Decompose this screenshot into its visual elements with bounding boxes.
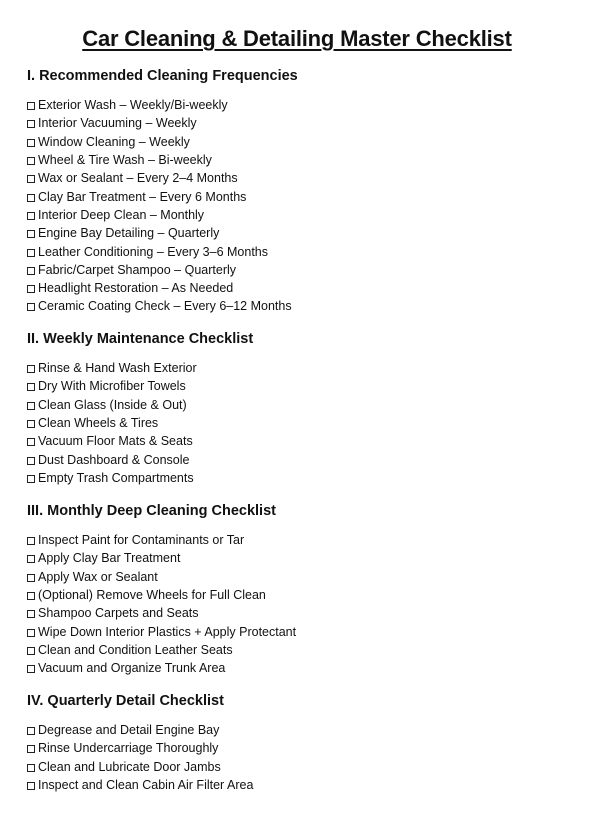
checklist-item-label: Leather Conditioning – Every 3–6 Months <box>38 244 269 259</box>
checklist-item-label: Exterior Wash – Weekly/Bi-weekly <box>38 98 228 113</box>
checklist-item-label: Empty Trash Compartments <box>38 470 194 485</box>
checkbox-icon <box>27 212 35 220</box>
checklist-item-label: Dry With Microfiber Towels <box>38 379 186 394</box>
checkbox-icon <box>27 230 35 238</box>
checklist-item <box>27 758 567 776</box>
checklist-item-label: Clean Glass (Inside & Out) <box>38 397 187 412</box>
checklist-item-label: Dust Dashboard & Console <box>38 452 190 467</box>
checkbox-icon <box>27 175 35 183</box>
checklist-item <box>27 604 567 622</box>
section-monthly-deep-cleaning <box>27 501 567 677</box>
checkbox-icon <box>27 383 35 391</box>
checkbox-icon <box>27 555 35 563</box>
checklist-item-label: Fabric/Carpet Shampoo – Quarterly <box>38 262 237 277</box>
checklist-item-label: Clay Bar Treatment – Every 6 Months <box>38 189 247 204</box>
checkbox-icon <box>27 475 35 483</box>
section-heading: I. Recommended Cleaning Frequencies <box>27 68 298 84</box>
checklist-item <box>27 151 567 169</box>
checklist-item <box>27 531 567 549</box>
checkbox-icon <box>27 629 35 637</box>
checkbox-icon <box>27 303 35 311</box>
checklist-item <box>27 432 567 450</box>
checklist-item-label: Wax or Sealant – Every 2–4 Months <box>38 171 238 186</box>
checkbox-icon <box>27 365 35 373</box>
checklist-item-label: Vacuum Floor Mats & Seats <box>38 434 193 449</box>
checklist-item-label: Shampoo Carpets and Seats <box>38 606 199 621</box>
checkbox-icon <box>27 249 35 257</box>
checklist-items <box>27 359 567 487</box>
section-heading: III. Monthly Deep Cleaning Checklist <box>27 503 276 519</box>
checklist-item <box>27 279 567 297</box>
checklist-item-label: Vacuum and Organize Trunk Area <box>38 661 226 676</box>
checklist-item-label: Wipe Down Interior Plastics + Apply Protectant <box>38 624 297 639</box>
checkbox-icon <box>27 537 35 545</box>
checklist-item-label: Window Cleaning – Weekly <box>38 134 190 149</box>
checklist-item <box>27 96 567 114</box>
checklist-item <box>27 377 567 395</box>
checklist-item <box>27 721 567 739</box>
checklist-item <box>27 187 567 205</box>
checkbox-icon <box>27 285 35 293</box>
checkbox-icon <box>27 120 35 128</box>
checklist-item <box>27 359 567 377</box>
checklist-item <box>27 641 567 659</box>
checklist-item <box>27 261 567 279</box>
checklist-item <box>27 622 567 640</box>
checklist-item <box>27 396 567 414</box>
checkbox-icon <box>27 592 35 600</box>
checkbox-icon <box>27 727 35 735</box>
checklist-item <box>27 776 567 794</box>
checklist-item-label: Ceramic Coating Check – Every 6–12 Months <box>38 299 292 314</box>
checklist-item-label: Clean and Lubricate Door Jambs <box>38 759 221 774</box>
checklist-items <box>27 531 567 677</box>
checklist-item-label: Clean and Condition Leather Seats <box>38 642 233 657</box>
checkbox-icon <box>27 665 35 673</box>
page-title: Car Cleaning & Detailing Master Checklist <box>82 26 512 51</box>
checklist-item <box>27 659 567 677</box>
checklist-item-label: Rinse & Hand Wash Exterior <box>38 361 197 376</box>
checkbox-icon <box>27 102 35 110</box>
checklist-item-label: Engine Bay Detailing – Quarterly <box>38 226 220 241</box>
checkbox-icon <box>27 782 35 790</box>
section-cleaning-frequencies <box>27 66 567 316</box>
checklist-item-label: Interior Vacuuming – Weekly <box>38 116 197 131</box>
checkbox-icon <box>27 745 35 753</box>
checklist-item <box>27 469 567 487</box>
section-weekly-maintenance <box>27 329 567 487</box>
checklist-items <box>27 96 567 316</box>
checklist-item <box>27 297 567 315</box>
checklist-item-label: Headlight Restoration – As Needed <box>38 281 234 296</box>
checklist-item <box>27 414 567 432</box>
checklist-item <box>27 169 567 187</box>
checkbox-icon <box>27 420 35 428</box>
checklist-item <box>27 114 567 132</box>
checklist-item <box>27 568 567 586</box>
checklist-item-label: Clean Wheels & Tires <box>38 416 159 431</box>
checklist-item <box>27 586 567 604</box>
checklist-item <box>27 739 567 757</box>
checklist-item-label: Inspect Paint for Contaminants or Tar <box>38 533 245 548</box>
checklist-item <box>27 224 567 242</box>
checkbox-icon <box>27 438 35 446</box>
checklist-item-label: Interior Deep Clean – Monthly <box>38 207 205 222</box>
checkbox-icon <box>27 574 35 582</box>
checklist-item-label: Rinse Undercarriage Thoroughly <box>38 741 219 756</box>
checklist-item-label: Degrease and Detail Engine Bay <box>38 723 220 738</box>
checklist-items <box>27 721 567 794</box>
checklist-item <box>27 242 567 260</box>
checkbox-icon <box>27 457 35 465</box>
section-heading: IV. Quarterly Detail Checklist <box>27 693 224 709</box>
checklist-item <box>27 133 567 151</box>
checklist-item <box>27 206 567 224</box>
checkbox-icon <box>27 647 35 655</box>
checklist-item-label: Inspect and Clean Cabin Air Filter Area <box>38 778 254 793</box>
checkbox-icon <box>27 194 35 202</box>
checkbox-icon <box>27 402 35 410</box>
checklist-item <box>27 549 567 567</box>
checklist-item <box>27 450 567 468</box>
checkbox-icon <box>27 157 35 165</box>
checklist-item-label: Apply Wax or Sealant <box>38 569 158 584</box>
section-quarterly-detail <box>27 691 567 794</box>
checkbox-icon <box>27 267 35 275</box>
checklist-item-label: Wheel & Tire Wash – Bi-weekly <box>38 153 212 168</box>
checkbox-icon <box>27 610 35 618</box>
checklist-item-label: Apply Clay Bar Treatment <box>38 551 181 566</box>
section-heading: II. Weekly Maintenance Checklist <box>27 331 254 347</box>
checkbox-icon <box>27 764 35 772</box>
checkbox-icon <box>27 139 35 147</box>
checklist-item-label: (Optional) Remove Wheels for Full Clean <box>38 588 266 603</box>
